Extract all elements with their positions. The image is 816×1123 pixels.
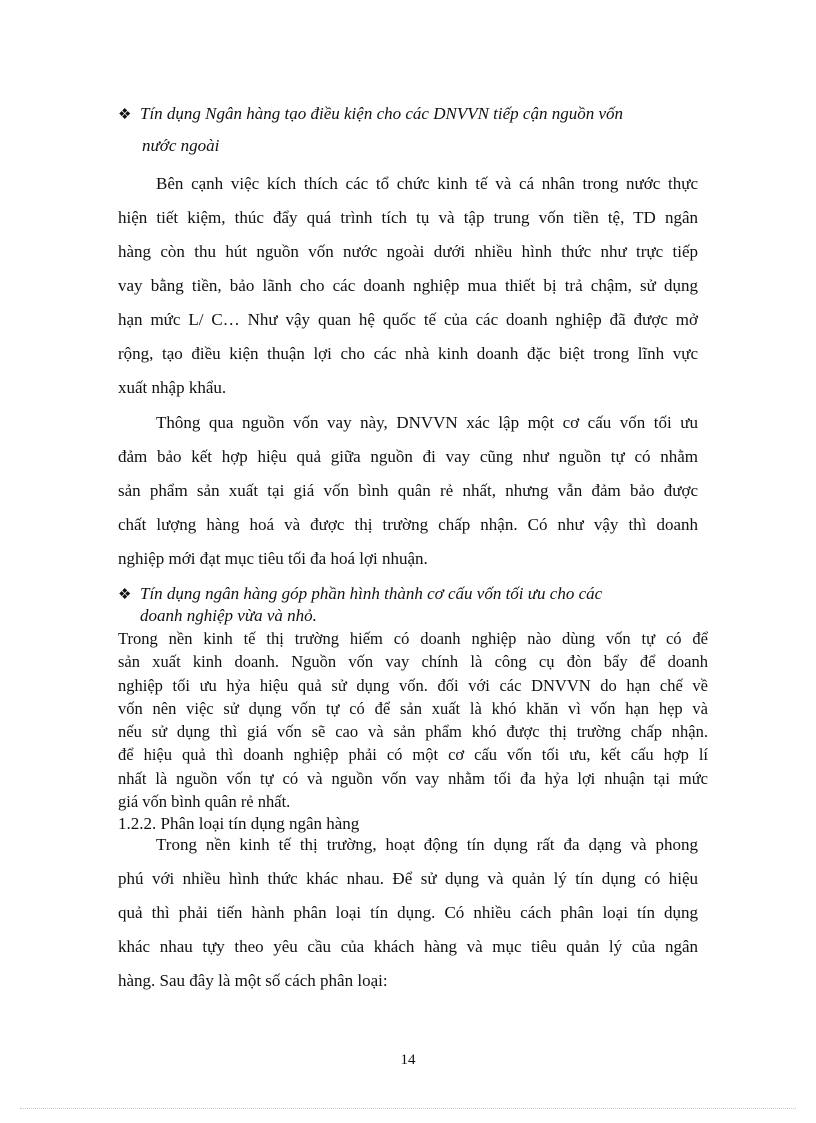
- text-line: chất lượng hàng hoá và được thị trường chấp nhận. Có như vậy thì doanh: [118, 515, 698, 534]
- text-line: khác nhau tựy theo yêu cầu của khách hàng và mục tiêu quản lý của ngân: [118, 937, 698, 956]
- bullet-heading-line: doanh nghiệp vừa và nhỏ.: [140, 606, 317, 625]
- bullet-heading-1: [118, 98, 708, 162]
- paragraph-1: [118, 167, 698, 405]
- text-line: hạn mức L/ C… Như vậy quan hệ quốc tế của các doanh nghiệp đã được mở: [118, 310, 698, 329]
- section-heading: 1.2.2. Phân loại tín dụng ngân hàng: [118, 814, 360, 833]
- text-line: vay bằng tiền, bảo lãnh cho các doanh nghiệp mua thiết bị trả chậm, sử dụng: [118, 276, 698, 295]
- text-line: hiện tiết kiệm, thúc đẩy quá trình tích tụ và tập trung vốn tiền tệ, TD ngân: [118, 208, 698, 227]
- text-line: nghiệp mới đạt mục tiêu tối đa hoá lợi nhuận.: [118, 549, 428, 568]
- text-line: hàng còn thu hút nguồn vốn nước ngoài dưới nhiều hình thức như trực tiếp: [118, 242, 698, 261]
- text-line: giá vốn bình quân rẻ nhất.: [118, 792, 291, 812]
- text-line: để hiệu quả thì doanh nghiệp phải có một cơ cấu vốn tối ưu, kết cấu hợp lí: [118, 745, 708, 765]
- text-line: xuất nhập khẩu.: [118, 378, 227, 397]
- bullet-heading-line: ❖ Tín dụng ngân hàng góp phần hình thành cơ cấu vốn tối ưu cho các: [118, 583, 708, 605]
- text-line: quả thì phải tiến hành phân loại tín dụng. Có nhiều cách phân loại tín dụng: [118, 903, 698, 922]
- text-line: rộng, tạo điều kiện thuận lợi cho các nhà kinh doanh đặc biệt trong lĩnh vực: [118, 344, 698, 363]
- bullet-heading-line: nước ngoài: [142, 136, 220, 155]
- bullet-heading-2: [118, 583, 708, 627]
- text-line: vốn nên việc sử dụng vốn tự có để sản xuất là khó khăn vì vốn hạn hẹp và: [118, 698, 708, 718]
- text-line: phú với nhiều hình thức khác nhau. Để sử dụng và quản lý tín dụng có hiệu: [118, 869, 698, 888]
- text-line: Trong nền kinh tế thị trường hiếm có doanh nghiệp nào dùng vốn tự có để: [118, 629, 708, 648]
- diamond-bullet-icon: ❖: [118, 587, 132, 603]
- footer-divider: [20, 1108, 796, 1109]
- text-line: nếu sử dụng thì giá vốn sẽ cao và sản phẩm khó được thị trường chấp nhận.: [118, 722, 708, 742]
- text-line: sản phẩm sản xuất tại giá vốn bình quân rẻ nhất, nhưng vẫn đảm bảo được: [118, 481, 698, 500]
- text-line: nhất là nguồn vốn tự có và nguồn vốn vay nhằm tối đa hỷa lợi nhuận tại mức: [118, 768, 708, 788]
- text-line: đảm bảo kết hợp hiệu quả giữa nguồn đi vay cũng như nguồn tự có nhằm: [118, 447, 698, 466]
- paragraph-2: [118, 406, 698, 576]
- page-number: 14: [400, 1052, 416, 1068]
- paragraph-3: [118, 627, 708, 813]
- text-line: sản xuất kinh doanh. Nguồn vốn vay chính là công cụ đòn bẩy để doanh: [118, 652, 708, 672]
- text-line: hàng. Sau đây là một số cách phân loại:: [118, 971, 388, 990]
- text-line: Trong nền kinh tế thị trường, hoạt động tín dụng rất đa dạng và phong: [156, 835, 698, 854]
- paragraph-4: [118, 828, 698, 998]
- text-line: nghiệp tối ưu hỷa hiệu quả sử dụng vốn. đối với các DNVVN do hạn chế về: [118, 675, 708, 695]
- text-line: Bên cạnh việc kích thích các tổ chức kinh tế và cá nhân trong nước thực: [156, 174, 698, 193]
- diamond-bullet-icon: ❖: [118, 107, 132, 123]
- bullet-heading-line: ❖ Tín dụng Ngân hàng tạo điều kiện cho các DNVVN tiếp cận nguồn vốn: [118, 98, 708, 130]
- text-line: Thông qua nguồn vốn vay này, DNVVN xác lập một cơ cấu vốn tối ưu: [156, 413, 698, 432]
